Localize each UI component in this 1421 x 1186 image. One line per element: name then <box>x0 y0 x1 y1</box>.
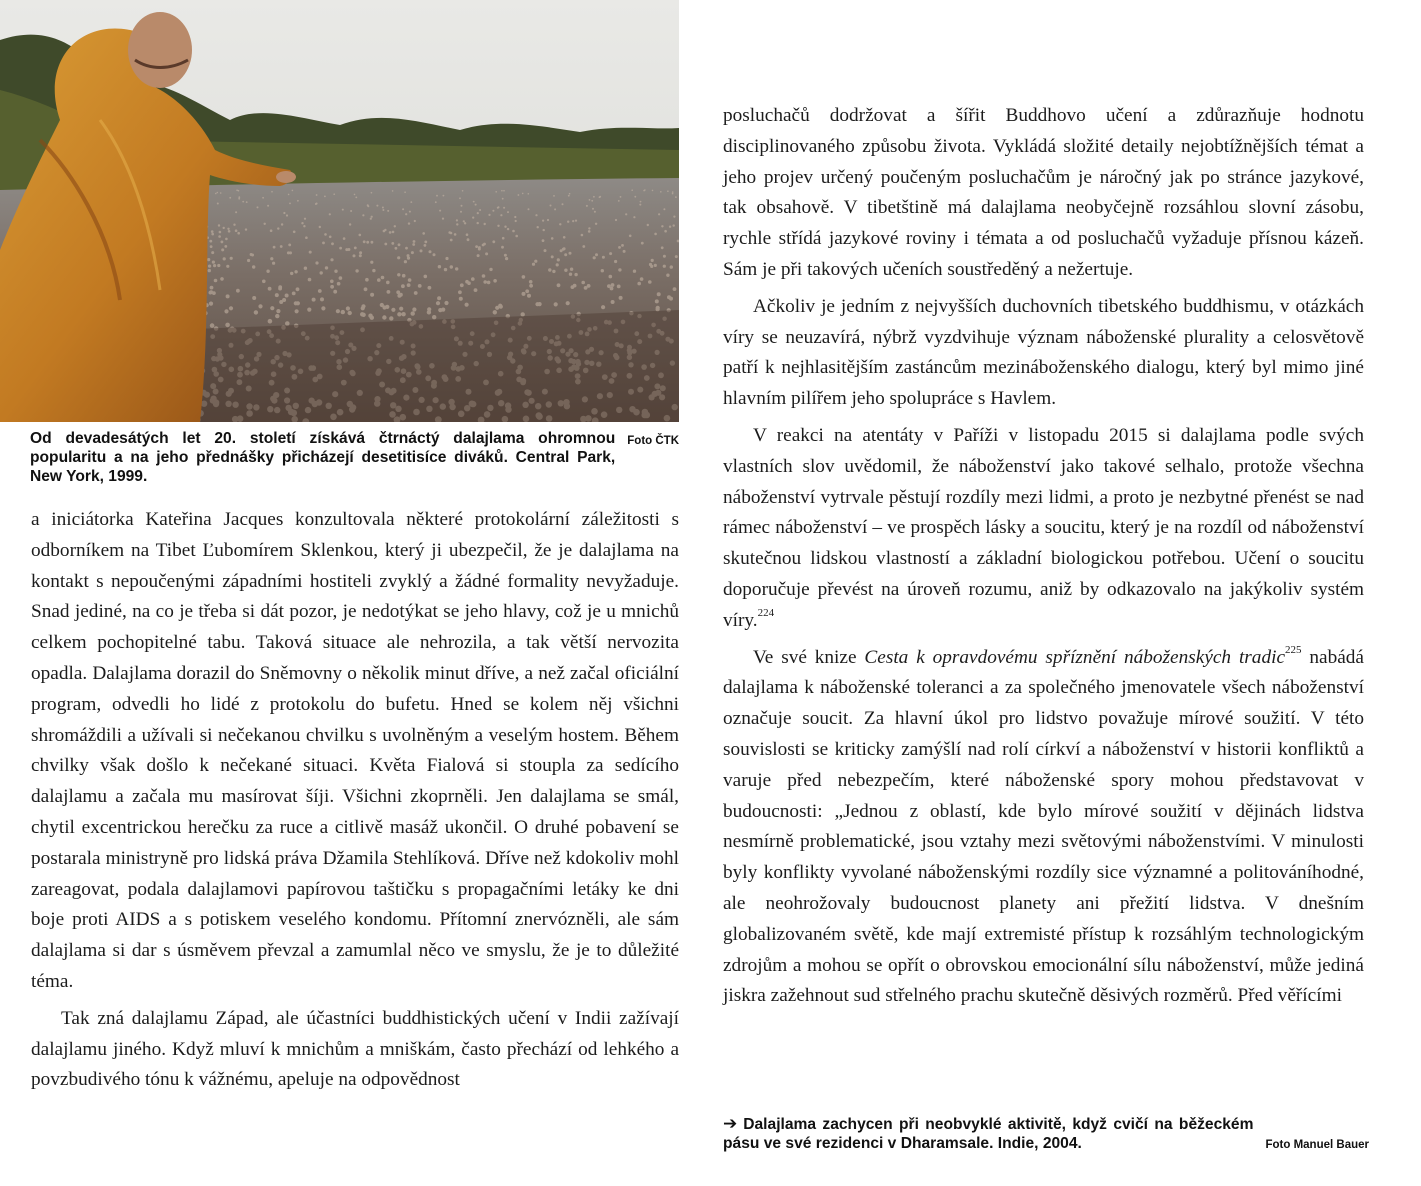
paragraph-text: V reakci na atentáty v Paříži v listopadu 2015 si dalajlama podle svých vlastních slov uvědomil, že náboženství jako takové selhalo, protože všechna náboženství vytrvale pěstují rozdíly mezi lidmi, a proto je nezbytné přenést se nad rámec náboženství – ve prospěch lásky a soucitu, který je na rozdíl od náboženství skutečnou lidskou vlastností a základní biologickou potřebou. Učení o soucitu doporučuje převést na úroveň rozumu, aniž by odkazovalo na jakýkoliv systém víry. <box>723 424 1364 631</box>
photo-dalai-lama-central-park <box>0 0 679 422</box>
paragraph-text: nabádá dalajlama k náboženské toleranci a za společného jmenovatele všech náboženství označuje soucit. Za hlavní úkol pro lidstvo považuje mírové soužití. V této souvislosti se kriticky zamýšlí nad rolí církví a náboženství v historii konfliktů a varuje před nebezpečím, které náboženské spory mohou představovat v budoucnosti: „Jednou z oblastí, kde bylo mírové soužití v dějinách lidstva nesmírně problematické, jsou vztahy mezi světovými náboženstvími. V minulosti byly konflikty vyvolané náboženskými rozdíly sice významné a politováníhodné, ale neohrožovaly budoucnost planety ani přežití lidstva. V dnešním globalizovaném světě, kde mají extremisté přístup k rozsáhlým technologickým zdrojům a mohou se opřít o obrovskou emocionální sílu náboženství, může jediná jiskra zažehnout sud střelného prachu skutečně děsivých rozměrů. Před věřícími <box>723 646 1364 1007</box>
right-text-column <box>723 101 1364 1012</box>
photo-caption-bottom <box>723 1114 1369 1155</box>
left-text-column <box>31 505 679 1096</box>
footnote-ref: 225 <box>1285 644 1302 657</box>
paragraph <box>723 421 1364 637</box>
arrow-right-icon: ➔ <box>723 1114 738 1133</box>
paragraph: a iniciátorka Kateřina Jacques konzultovala některé protokolární záležitosti s odborníkem na Tibet Ľubomírem Sklenkou, který ji ubezpečil, že je dalajlama na kontakt s nepoučenými západními hostiteli zvyklý a žádné formality nevyžaduje. Snad jediné, na co je třeba si dát pozor, je nedotýkat se jeho hlavy, což je u mnichů celkem pochopitelné tabu. Taková situace ale nehrozila, a tak větší nervozita opadla. Dalajlama dorazil do Sněmovny o několik minut dříve, a než začal oficiální program, odvedli ho lidé z protokolu do bufetu. Hned se kolem něj všichni shromáždili a užívali si nečekanou chvilku s uvolněným a veselým hostem. Během chvilky však došlo k nečekané situaci. Květa Fialová si stoupla za sedícího dalajlamu a začala mu masírovat šíji. Všichni zkoprněli. Jen dalajlama se smál, chytil excentrickou herečku za ruce a citlivě masáž ukončil. O druhé pobavení se postarala ministryně pro lidská práva Džamila Stehlíková. Dříve než kdokoliv mohl zareagovat, podala dalajlamovi papírovou taštičku s propagačními letáky ke dni boje proti AIDS a s potiskem veselého kondomu. Přítomní znervózněli, ale sám dalajlama si dar s úsměvem převzal a zamumlal něco ve smyslu, že je to důležité téma. <box>31 509 679 992</box>
photo-credit: Foto ČTK <box>627 435 679 447</box>
paragraph: Tak zná dalajlamu Západ, ale účastníci buddhistických učení v Indii zažívají dalajlamu jiného. Když mluví k mnichům a mniškám, často přechází od lehkého a povzbudivého tónu k vážnému, apeluje na odpovědnost <box>31 1007 679 1091</box>
paragraph <box>723 643 1364 1013</box>
paragraph: posluchačů dodržovat a šířit Buddhovo učení a zdůrazňuje hodnotu disciplinovaného způsobu života. Vykládá složité detaily nejobtížnějších témat a jeho projev určený poučeným posluchačům je náročný jak po stránce jazykové, tak obsahově. V tibetštině má dalajlama neobyčejně rozsáhlou slovní zásobu, rychle střídá jazykové roviny i témata a od posluchačů vyžaduje přísnou kázeň. Sám je při takových učeních soustředěný a nežertuje. <box>723 105 1364 280</box>
book-title: Cesta k opravdovému spříznění náboženských tradic <box>864 646 1285 668</box>
caption-text: Od devadesátých let 20. století získává čtrnáctý dalajlama ohromnou popularitu a na jeho přednášky přicházejí desetitisíce diváků. Central Park, New York, 1999. <box>30 430 616 485</box>
footnote-ref: 224 <box>757 607 775 620</box>
paragraph-text: Ve své knize <box>753 646 857 668</box>
crowd-photo-illustration <box>0 0 679 422</box>
paragraph: Ačkoliv je jedním z nejvyšších duchovních tibetského buddhismu, v otázkách víry se neuzavírá, nýbrž vyzdvihuje význam náboženské plurality a celosvětově patří k nejhlasitějším zastáncům mezináboženského dialogu, který byl mimo jiné hlavním pilířem jeho spolupráce s Havlem. <box>723 295 1364 410</box>
photo-credit: Foto Manuel Bauer <box>1265 1139 1369 1151</box>
caption-text: Dalajlama zachycen při neobvyklé aktivitě, když cvičí na běžeckém pásu ve své rezidenci v Dharamsale. Indie, 2004. <box>723 1116 1254 1152</box>
photo-caption-top <box>30 429 679 486</box>
